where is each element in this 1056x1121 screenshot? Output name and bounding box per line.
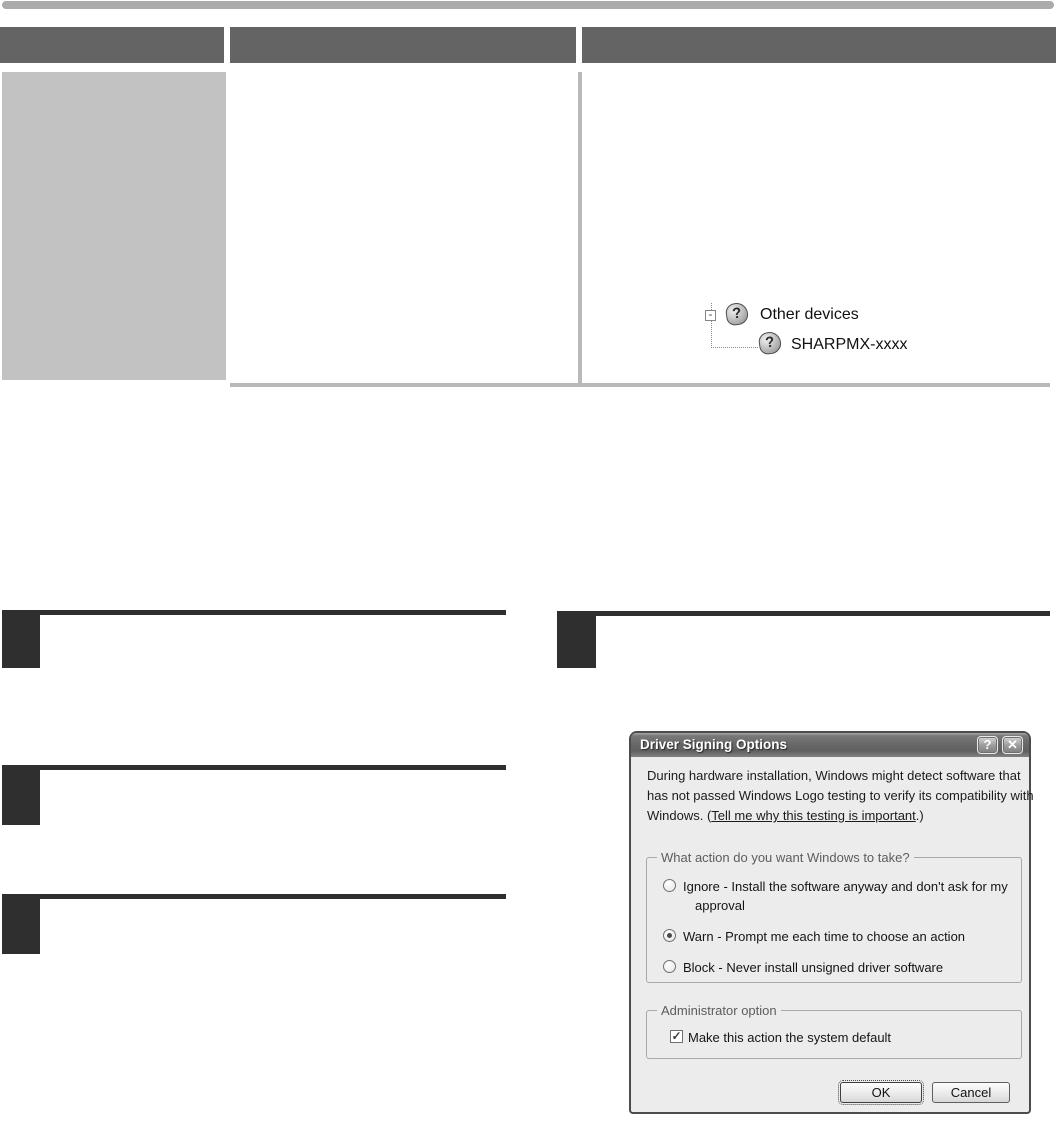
table-header-col2 bbox=[230, 27, 576, 63]
intro-line3-prefix: Windows. ( bbox=[647, 808, 712, 823]
why-testing-important-link[interactable]: Tell me why this testing is important bbox=[711, 808, 916, 823]
radio-block[interactable] bbox=[663, 960, 676, 973]
table-header-col3 bbox=[582, 27, 1056, 63]
dialog-intro-text bbox=[647, 766, 1034, 826]
tree-item-label: Other devices bbox=[760, 306, 859, 323]
close-icon[interactable]: ✕ bbox=[1002, 736, 1023, 754]
system-default-checkbox[interactable]: ✓ bbox=[671, 1029, 682, 1043]
intro-line-1: During hardware installation, Windows might detect software that bbox=[647, 768, 1021, 783]
administrator-groupbox-label: Administrator option bbox=[657, 1003, 781, 1018]
intro-line-2: has not passed Windows Logo testing to verify its compatibility with bbox=[647, 788, 1034, 803]
dialog-title: Driver Signing Options bbox=[640, 737, 788, 752]
tree-connector-horizontal bbox=[711, 347, 758, 348]
action-groupbox bbox=[646, 850, 1022, 983]
radio-ignore-label-line1: Ignore - Install the software anyway and don't ask for my bbox=[683, 879, 1008, 894]
unknown-device-icon: ? bbox=[758, 331, 783, 356]
table-bottom-rule bbox=[230, 383, 1050, 387]
step-marker-1 bbox=[2, 610, 40, 668]
driver-signing-options-dialog bbox=[629, 731, 1034, 1114]
step-rule-2 bbox=[40, 765, 506, 770]
step-marker-3 bbox=[2, 894, 40, 954]
step-marker-4 bbox=[557, 611, 596, 668]
table-header-col1 bbox=[0, 27, 224, 63]
system-default-checkbox-label: Make this action the system default bbox=[688, 1030, 892, 1045]
action-groupbox-label: What action do you want Windows to take? bbox=[657, 850, 914, 865]
help-icon[interactable]: ? bbox=[977, 736, 998, 754]
step-rule-1 bbox=[40, 610, 506, 615]
radio-warn[interactable] bbox=[663, 929, 676, 942]
step-rule-4 bbox=[596, 611, 1050, 616]
tree-collapse-toggle[interactable]: - bbox=[705, 310, 716, 321]
tree-item-label: SHARPMX-xxxx bbox=[791, 336, 908, 353]
intro-line3-suffix: .) bbox=[915, 808, 924, 823]
radio-block-label: Block - Never install unsigned driver software bbox=[683, 960, 944, 975]
step-rule-3 bbox=[40, 894, 506, 899]
intro-line-3 bbox=[647, 806, 1034, 826]
radio-ignore-label-line2: approval bbox=[695, 898, 745, 913]
dialog-titlebar bbox=[631, 733, 1029, 757]
cancel-button[interactable]: Cancel bbox=[932, 1082, 1010, 1103]
table-col1-panel bbox=[2, 72, 226, 380]
ok-button[interactable]: OK bbox=[840, 1082, 922, 1103]
page-top-rule bbox=[2, 1, 1054, 9]
radio-warn-label: Warn - Prompt me each time to choose an action bbox=[683, 929, 966, 944]
table-column-divider bbox=[578, 72, 582, 383]
radio-ignore[interactable] bbox=[663, 879, 676, 892]
administrator-groupbox bbox=[646, 1003, 1022, 1059]
step-marker-2 bbox=[2, 765, 40, 825]
unknown-device-icon: ? bbox=[725, 302, 750, 327]
